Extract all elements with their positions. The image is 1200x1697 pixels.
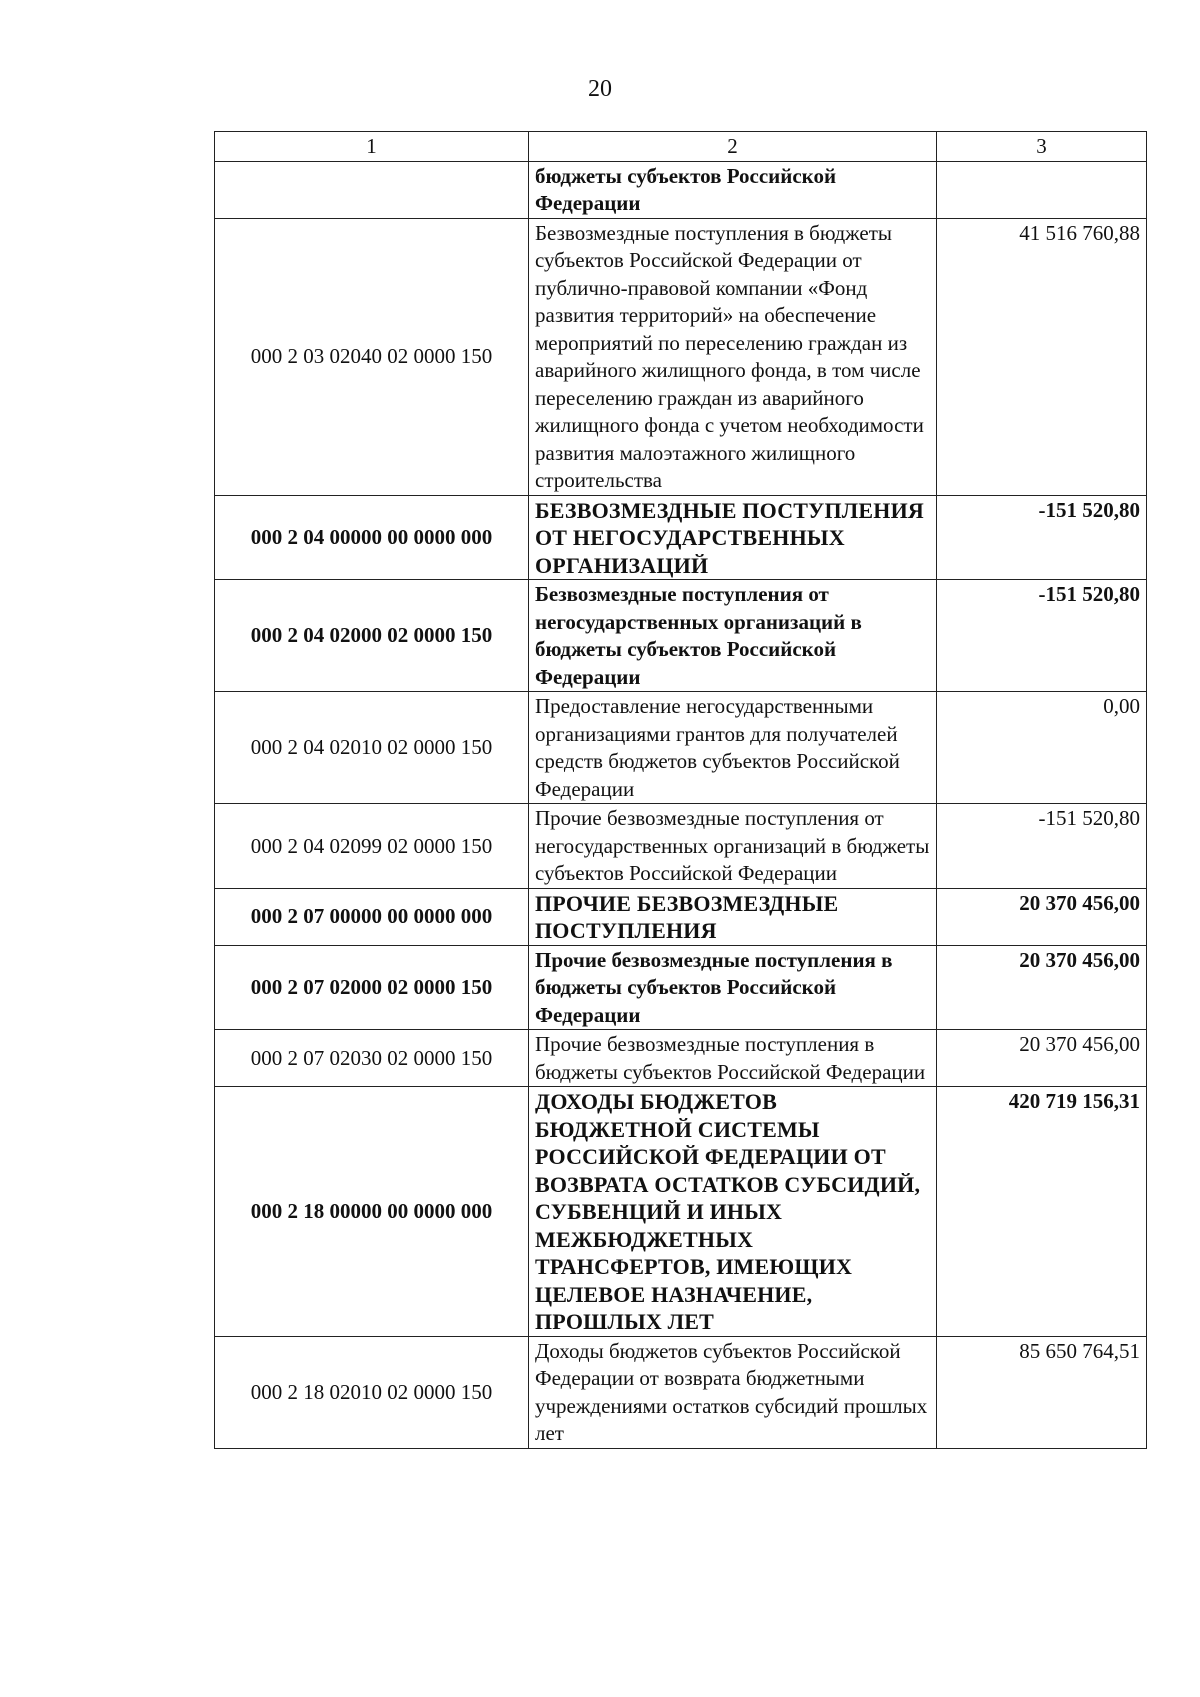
row-amount-cell: 420 719 156,31 (937, 1087, 1147, 1337)
header-col-3: 3 (937, 132, 1147, 162)
table-header-row (215, 132, 1147, 162)
row-description-cell: ДОХОДЫ БЮДЖЕТОВ БЮДЖЕТНОЙ СИСТЕМЫ РОССИЙСКОЙ ФЕДЕРАЦИИ ОТ ВОЗВРАТА ОСТАТКОВ СУБСИДИЙ, СУБВЕНЦИЙ И ИНЫХ МЕЖБЮДЖЕТНЫХ ТРАНСФЕРТОВ, ИМЕЮЩИХ ЦЕЛЕВОЕ НАЗНАЧЕНИЕ, ПРОШЛЫХ ЛЕТ (529, 1087, 937, 1337)
row-description-cell: Безвозмездные поступления от негосударственных организаций в бюджеты субъектов Российской Федерации (529, 580, 937, 692)
table-row (215, 1087, 1147, 1337)
row-amount-cell: -151 520,80 (937, 804, 1147, 889)
table-row (215, 945, 1147, 1030)
row-amount-cell: 0,00 (937, 692, 1147, 804)
row-description-cell: Безвозмездные поступления в бюджеты субъектов Российской Федерации от публично-правовой компании «Фонд развития территорий» на обеспечение мероприятий по переселению граждан из аварийного жилищного фонда, в том числе переселению граждан из аварийного жилищного фонда с учетом необходимости развития малоэтажного жилищного строительства (529, 218, 937, 495)
row-amount-cell: 20 370 456,00 (937, 1030, 1147, 1087)
table-row (215, 1336, 1147, 1448)
row-amount-cell: 20 370 456,00 (937, 945, 1147, 1030)
row-description-cell: БЕЗВОЗМЕЗДНЫЕ ПОСТУПЛЕНИЯ ОТ НЕГОСУДАРСТВЕННЫХ ОРГАНИЗАЦИЙ (529, 495, 937, 580)
row-description-cell: ПРОЧИЕ БЕЗВОЗМЕЗДНЫЕ ПОСТУПЛЕНИЯ (529, 888, 937, 945)
row-amount-cell: 85 650 764,51 (937, 1336, 1147, 1448)
row-description-cell: Доходы бюджетов субъектов Российской Федерации от возврата бюджетными учреждениями остатков субсидий прошлых лет (529, 1336, 937, 1448)
row-code-cell: 000 2 07 02030 02 0000 150 (215, 1030, 529, 1087)
table-row (215, 804, 1147, 889)
row-code-cell: 000 2 18 00000 00 0000 000 (215, 1087, 529, 1337)
row-description-cell: Прочие безвозмездные поступления в бюджеты субъектов Российской Федерации (529, 1030, 937, 1087)
budget-revenue-table (214, 131, 1147, 1449)
table-row (215, 692, 1147, 804)
table-row (215, 218, 1147, 495)
row-code-cell: 000 2 04 02000 02 0000 150 (215, 580, 529, 692)
row-code-cell: 000 2 04 02010 02 0000 150 (215, 692, 529, 804)
row-code-cell: 000 2 07 02000 02 0000 150 (215, 945, 529, 1030)
row-code-cell: 000 2 04 00000 00 0000 000 (215, 495, 529, 580)
row-code-cell: 000 2 07 00000 00 0000 000 (215, 888, 529, 945)
header-col-2: 2 (529, 132, 937, 162)
page-number: 20 (588, 76, 612, 102)
table-row (215, 580, 1147, 692)
row-amount-cell: -151 520,80 (937, 580, 1147, 692)
row-code-cell: 000 2 18 02010 02 0000 150 (215, 1336, 529, 1448)
row-amount-cell: 20 370 456,00 (937, 888, 1147, 945)
row-description-cell: Предоставление негосударственными организациями грантов для получателей средств бюджетов субъектов Российской Федерации (529, 692, 937, 804)
header-col-1: 1 (215, 132, 529, 162)
table-body (215, 161, 1147, 1448)
row-description-cell: Прочие безвозмездные поступления в бюджеты субъектов Российской Федерации (529, 945, 937, 1030)
row-code-cell: 000 2 04 02099 02 0000 150 (215, 804, 529, 889)
row-code-cell (215, 161, 529, 218)
row-description-cell: Прочие безвозмездные поступления от негосударственных организаций в бюджеты субъектов Российской Федерации (529, 804, 937, 889)
row-amount-cell: -151 520,80 (937, 495, 1147, 580)
row-code-cell: 000 2 03 02040 02 0000 150 (215, 218, 529, 495)
row-amount-cell: 41 516 760,88 (937, 218, 1147, 495)
row-description-cell: бюджеты субъектов Российской Федерации (529, 161, 937, 218)
row-amount-cell (937, 161, 1147, 218)
table-row (215, 161, 1147, 218)
table-row (215, 1030, 1147, 1087)
table-row (215, 495, 1147, 580)
table-row (215, 888, 1147, 945)
